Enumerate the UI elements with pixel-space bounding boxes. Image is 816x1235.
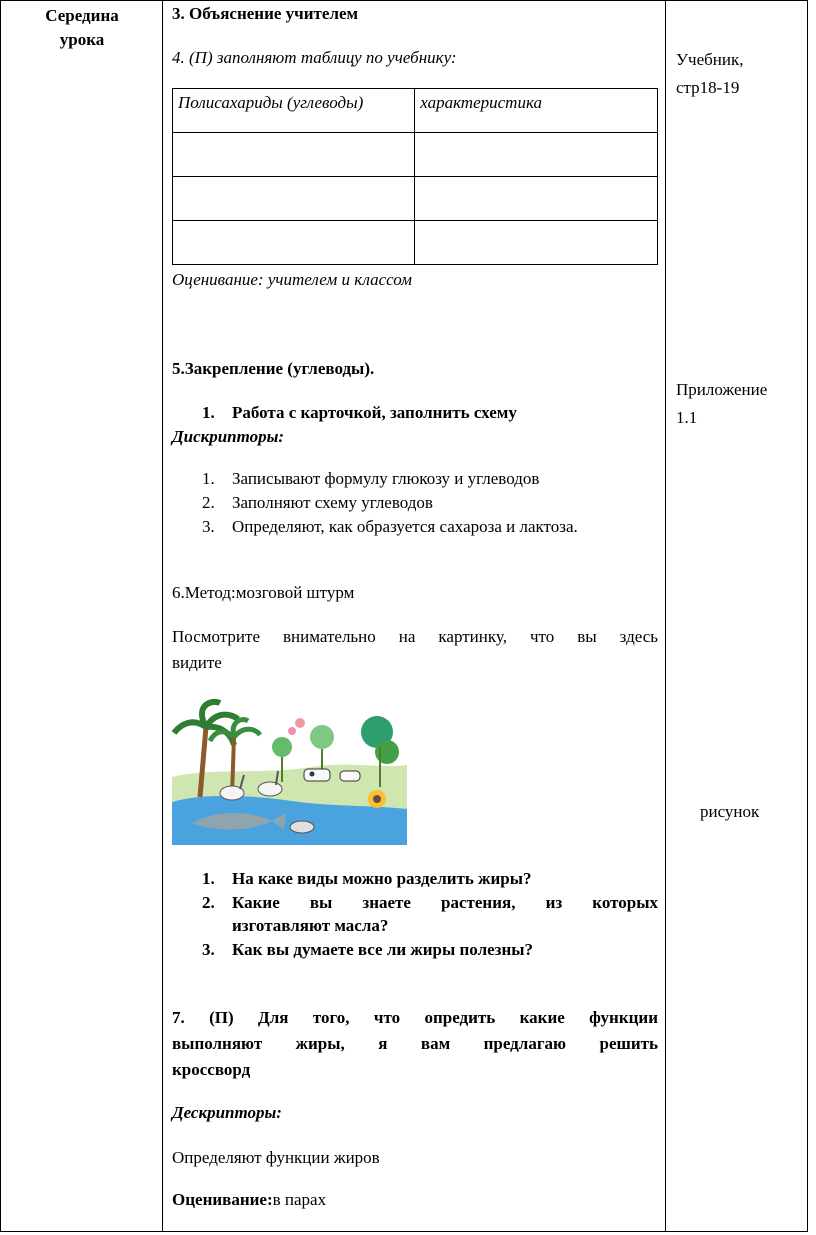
resource-appendix [676, 376, 767, 432]
column-divider-1 [162, 0, 163, 1232]
section5-title: 5.Закрепление (углеводы). [172, 359, 375, 378]
resource-appendix-line1: Приложение [676, 380, 768, 399]
section7-line1: 7. (П) Для того, что опредить какие функции [172, 1008, 658, 1027]
table-row [173, 221, 658, 265]
list-number: 2. [202, 493, 215, 512]
table-row [173, 133, 658, 177]
nature-picture [172, 697, 407, 845]
table-header-row [173, 89, 658, 133]
section7-descriptor: Определяют функции жиров [172, 1148, 380, 1167]
list-item-text: Заполняют схему углеводов [232, 493, 433, 512]
polysaccharide-table [172, 88, 658, 265]
list-item-text: Определяют, как образуется сахароза и лактоза. [232, 517, 578, 536]
table-header-characteristic: характеристика [415, 89, 658, 133]
resource-appendix-line2: 1.1 [676, 408, 698, 427]
stage-label: Середина урока [45, 6, 119, 49]
section6-prompt-line1: Посмотрите внимательно на картинку, что вы здесь [172, 627, 658, 646]
list-number: 1. [202, 869, 215, 888]
question-text: На каке виды можно разделить жиры? [232, 869, 532, 888]
assessment-label: Оценивание: [172, 1190, 273, 1209]
resource-textbook-line2: стр18-19 [676, 78, 740, 97]
assessment-teacher-class: Оценивание: учителем и классом [172, 270, 412, 289]
table-cell [415, 133, 658, 177]
section7-descriptors-label: Дескрипторы: [172, 1103, 282, 1122]
question-text: Какие вы знаете растения, из которых [232, 893, 658, 912]
table-cell [173, 221, 415, 265]
list-number: 3. [202, 940, 215, 959]
list-number: 1. [202, 469, 215, 488]
section7-line2: выполняют жиры, я вам предлагаю решить [172, 1034, 658, 1053]
list-item-text: Записывают формулу глюкозу и углеводов [232, 469, 540, 488]
section7-line3: кроссворд [172, 1060, 251, 1079]
resource-picture: рисунок [700, 802, 760, 821]
question-text-continued: изготавляют масла? [232, 916, 389, 935]
list-number: 2. [202, 893, 215, 912]
table-header-polysaccharides: Полисахариды (углеводы) [173, 89, 415, 133]
section7-assessment [172, 1190, 326, 1210]
table-cell [415, 221, 658, 265]
table-cell [173, 177, 415, 221]
resource-textbook [676, 46, 744, 102]
resource-textbook-line1: Учебник, [676, 50, 744, 69]
list-number: 3. [202, 517, 215, 536]
descriptors-label: Дискрипторы: [172, 427, 285, 446]
list-number: 1. [202, 403, 215, 422]
task4-text: 4. (П) заполняют таблицу по учебнику: [172, 48, 457, 67]
section5-work-text: Работа с карточкой, заполнить схему [232, 403, 517, 422]
table-row [173, 177, 658, 221]
section3-title: 3. Объяснение учителем [172, 4, 359, 23]
table-cell [415, 177, 658, 221]
column-divider-2 [665, 0, 666, 1232]
table-cell [173, 133, 415, 177]
section6-title: 6.Метод:мозговой штурм [172, 583, 355, 602]
question-text: Как вы думаете все ли жиры полезны? [232, 940, 534, 959]
assessment-value: в парах [272, 1190, 327, 1209]
section6-prompt-line2: видите [172, 653, 222, 672]
